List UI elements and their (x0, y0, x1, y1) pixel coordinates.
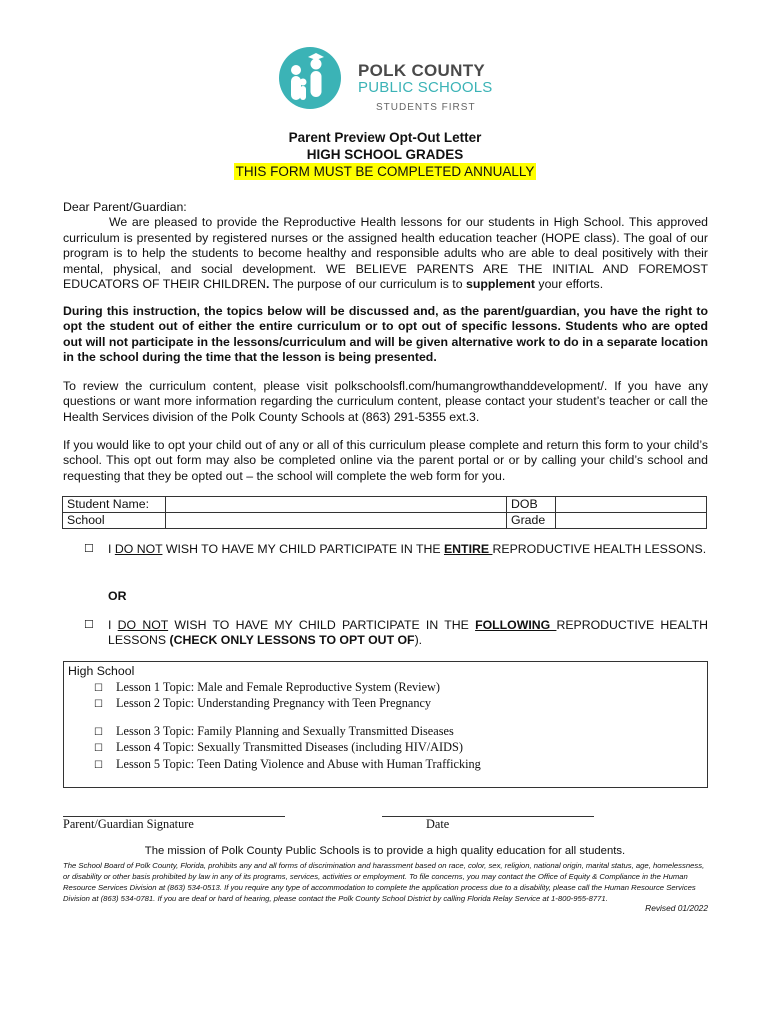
high-school-title: High School (68, 664, 135, 678)
p1-text: We are pleased to provide the Reproductive Health lessons for our students in High School. This approved curriculum is presented by registered nurses or the assigned health education teacher (HOPE class). The goal of our program is to help the students to become healthy and responsible adults who are able to deal positively with their mental, physical, and social development. WE BELIEVE PARENTS ARE THE INITIAL AND FOREMOST EDUCATORS OF THEIR CHILDREN (63, 215, 708, 292)
opt2-end: ). (414, 633, 423, 648)
school-field[interactable] (166, 513, 507, 529)
option-following-checkbox[interactable]: ☐ (84, 619, 94, 631)
lesson-5[interactable] (94, 757, 481, 773)
option-entire-text (108, 542, 708, 557)
dob-field[interactable] (556, 497, 707, 513)
opt2-bold: (CHECK ONLY LESSONS TO OPT OUT OF (169, 633, 415, 648)
option-following-text (108, 618, 708, 649)
option-entire-checkbox[interactable]: ☐ (84, 543, 94, 555)
lesson-3-label: Lesson 3 Topic: Family Planning and Sexually Transmitted Diseases (116, 724, 454, 738)
date-line[interactable] (382, 816, 594, 817)
grade-field[interactable] (556, 513, 707, 529)
lesson-1-label: Lesson 1 Topic: Male and Female Reproductive System (Review) (116, 680, 441, 694)
paragraph-4: If you would like to opt your child out of any or all of this curriculum please complete and return this form to your child’s school. This opt out form may also be completed online via the parent portal or or by calling your child’s school and requesting that they be opted out – the school will complete the web form for you. (63, 438, 708, 483)
opt1-c: REPRODUCTIVE HEALTH LESSONS. (492, 542, 707, 556)
title-line-2: HIGH SCHOOL GRADES (306, 147, 464, 162)
opt1-b: WISH TO HAVE MY CHILD PARTICIPATE IN THE (162, 542, 444, 556)
letter-body (63, 200, 708, 292)
opt2-following: FOLLOWING (475, 618, 557, 632)
lesson-1-checkbox[interactable]: ☐ (94, 683, 103, 694)
opt1-do-not: DO NOT (114, 542, 163, 556)
grade-label: Grade (507, 513, 556, 529)
student-info-table (62, 496, 707, 529)
opt2-a: I (108, 618, 118, 632)
lesson-4-label: Lesson 4 Topic: Sexually Transmitted Diseases (including HIV/AIDS) (116, 740, 463, 754)
title-highlight: THIS FORM MUST BE COMPLETED ANNUALLY (235, 164, 535, 179)
lesson-4[interactable] (94, 740, 463, 756)
paragraph-3: To review the curriculum content, please visit polkschoolsfl.com/humangrowthanddevelopment/. If you have any questions or want more information regarding the curriculum content, please contact your student’s teacher or call the Health Services division of the Polk County Schools at (863) 291-5355 ext.3. (63, 379, 708, 424)
lesson-3[interactable] (94, 724, 454, 740)
logo-title: POLK COUNTY (358, 61, 486, 80)
opt1-entire: ENTIRE (443, 542, 493, 556)
opt2-c: REPRODUCTIVE HEALTH LESSONS (108, 618, 708, 648)
school-label: School (63, 513, 166, 529)
lesson-1[interactable] (94, 680, 440, 696)
high-school-lessons-box (63, 661, 708, 788)
revised-date: Revised 01/2022 (645, 903, 708, 913)
opt2-b: WISH TO HAVE MY CHILD PARTICIPATE IN THE (168, 618, 476, 632)
p1-dot: . (265, 277, 270, 292)
opt1-a: I (108, 542, 115, 556)
paragraph-1 (63, 215, 708, 292)
nondiscrimination-notice: The School Board of Polk County, Florida, prohibits any and all forms of discrimination and harassment based on race, color, sex, religion, national origin, marital status, age, homelessness, or disability or other basis prohibited by law in any of its programs, services, activities or employment. To file concerns, you may contact the Office of Equity & Compliance in the Human Resource Services Division at (863) 534-0513. If you require any type of accommodation to complete the application process due to a disability, please call the Human Resource Services Division at (863) 534-0781. If you are deaf or hard of hearing, please contact the Polk County School District by calling Florida Relay Service at 1-800-955-8771. (63, 861, 705, 903)
logo-tagline: STUDENTS FIRST (376, 102, 476, 113)
lesson-3-checkbox[interactable]: ☐ (94, 727, 103, 738)
family-logo-icon (272, 44, 354, 114)
signature-label: Parent/Guardian Signature (63, 817, 194, 831)
p1-bold-word: supplement (465, 277, 535, 292)
mission-statement: The mission of Polk County Public Schools is to provide a high quality education for all students. (144, 845, 626, 857)
or-separator: OR (108, 589, 127, 603)
letter-title (0, 129, 770, 181)
lesson-4-checkbox[interactable]: ☐ (94, 743, 103, 754)
student-name-label: Student Name: (63, 497, 166, 513)
greeting: Dear Parent/Guardian: (63, 200, 187, 214)
school-logo (272, 44, 497, 114)
lesson-2-checkbox[interactable]: ☐ (94, 699, 103, 710)
paragraph-2: During this instruction, the topics below will be discussed and, as the parent/guardian, you have the right to opt the student out of either the entire curriculum or to opt out of specific lessons. Students who are opted out will not participate in the lessons/curriculum and will be given alternative work to do in a separate location in the school during the time that the lesson is being presented. (63, 304, 708, 365)
student-name-field[interactable] (166, 497, 507, 513)
dob-label: DOB (507, 497, 556, 513)
lesson-2-label: Lesson 2 Topic: Understanding Pregnancy with Teen Pregnancy (116, 696, 432, 710)
p1-text-b: The purpose of our curriculum is to (269, 277, 466, 292)
title-line-1: Parent Preview Opt-Out Letter (288, 130, 482, 145)
logo-subtitle: PUBLIC SCHOOLS (358, 79, 493, 96)
lesson-5-checkbox[interactable]: ☐ (94, 760, 103, 771)
p1-text-c: your efforts. (535, 277, 604, 292)
opt2-do-not: DO NOT (117, 618, 169, 632)
date-label: Date (426, 817, 450, 831)
lesson-2[interactable] (94, 696, 431, 712)
lesson-5-label: Lesson 5 Topic: Teen Dating Violence and Abuse with Human Trafficking (116, 757, 481, 771)
